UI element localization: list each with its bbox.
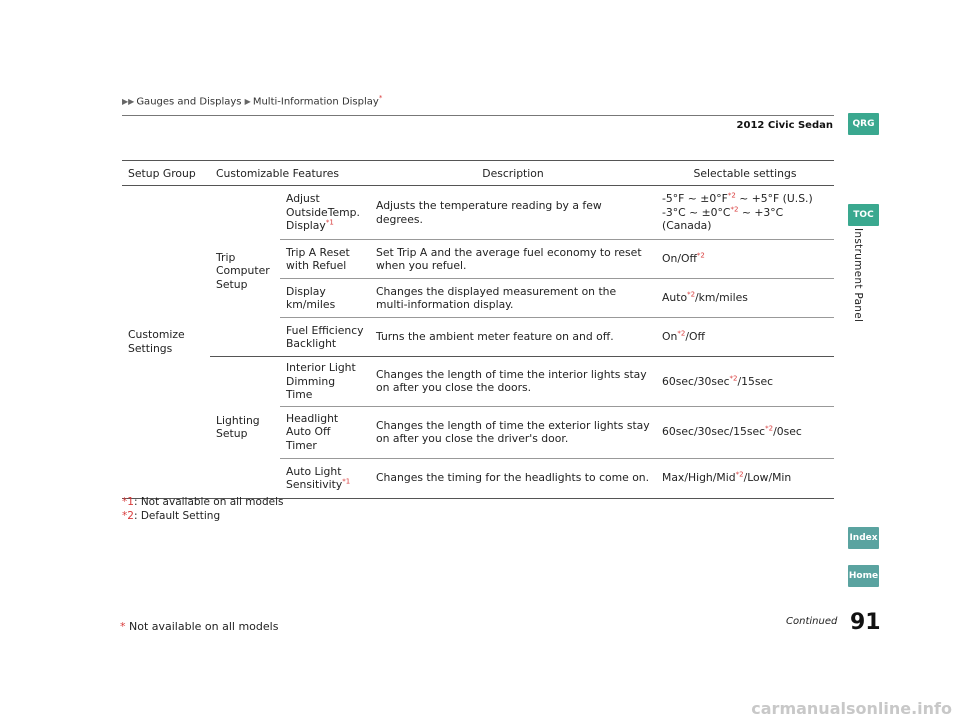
index-tab[interactable]: Index: [848, 527, 879, 549]
feature-cell: Interior Light Dimming Time: [280, 357, 370, 407]
feature-cell: Auto Light Sensitivity$^{*1}$: [280, 458, 370, 498]
description-cell: Changes the length of time the interior lights stay on after you close the doors.: [370, 357, 656, 407]
setting-cell: -5°F ~ $\pm 0^\circ F^{*2}$ ~ +5°F (U.S.) -3°C ~ $\pm 0^\circ C^{*2}$ ~ +3°C (Canada): [656, 186, 834, 240]
setup-group-cell: Customize Settings: [122, 186, 210, 499]
description-cell: Adjusts the temperature reading by a few degrees.: [370, 186, 656, 240]
footnote-2: *2: Default Setting: [122, 510, 221, 522]
breadcrumb-arrow-icon: ▶: [244, 97, 251, 107]
description-cell: Changes the displayed measurement on the multi-information display.: [370, 279, 656, 318]
header-description: Description: [370, 161, 656, 186]
setting-cell: $60\sec/30\sec^{*2}/15\sec$: [656, 357, 834, 407]
bottom-footnote: * Not available on all models: [120, 620, 279, 633]
header-rule: [122, 115, 834, 116]
setting-cell: Max/High/Mid$^{*2}$/Low/Min: [656, 458, 834, 498]
default-mark: *2: [696, 251, 705, 260]
settings-table: [122, 160, 834, 499]
breadcrumb-arrow-icon: ▶▶: [122, 97, 135, 107]
feature-cell: Display km/miles: [280, 279, 370, 318]
home-tab[interactable]: Home: [848, 565, 879, 587]
watermark: carmanualsonline.info: [751, 699, 952, 718]
setting-cell: On/Off$^{*2}$: [656, 240, 834, 279]
default-mark: *2: [729, 373, 738, 382]
feature-cell: Trip A Reset with Refuel: [280, 240, 370, 279]
default-mark: *2: [730, 205, 739, 214]
breadcrumb: [122, 94, 382, 107]
toc-tab[interactable]: TOC: [848, 204, 879, 226]
default-mark: *2: [765, 424, 774, 433]
table-row: [122, 357, 834, 407]
feature-cell: Headlight Auto Off Timer: [280, 406, 370, 458]
description-cell: Turns the ambient meter feature on and off.: [370, 318, 656, 357]
footnote-mark: *1: [325, 218, 334, 227]
feature-cell: Adjust OutsideTemp. Display$^{*1}$: [280, 186, 370, 240]
header-setup-group: Setup Group: [122, 161, 210, 186]
default-mark: *2: [735, 470, 744, 479]
subgroup-cell: Trip Computer Setup: [210, 186, 280, 357]
page-number: 91: [850, 610, 881, 635]
default-mark: *2: [677, 329, 686, 338]
default-mark: *2: [687, 290, 696, 299]
qrg-tab[interactable]: QRG: [848, 113, 879, 135]
model-label: 2012 Civic Sedan: [736, 120, 833, 131]
default-mark: *2: [727, 191, 736, 200]
setting-cell: On$^{*2}$/Off: [656, 318, 834, 357]
description-cell: Changes the timing for the headlights to come on.: [370, 458, 656, 498]
section-label: Instrument Panel: [852, 228, 864, 323]
feature-cell: Fuel Efficiency Backlight: [280, 318, 370, 357]
footnote-1: *1: Not available on all models: [122, 496, 284, 508]
header-settings: Selectable settings: [656, 161, 834, 186]
setting-cell: $60\sec/30\sec/15\sec^{*2}/0\sec$: [656, 406, 834, 458]
description-cell: Set Trip A and the average fuel economy to reset when you refuel.: [370, 240, 656, 279]
breadcrumb-star: *: [378, 94, 383, 102]
subgroup-cell: Lighting Setup: [210, 357, 280, 499]
table-header-row: [122, 161, 834, 186]
setting-cell: Auto$^{*2}$/km/miles: [656, 279, 834, 318]
footnote-mark: *1: [342, 477, 351, 486]
breadcrumb-parent[interactable]: Gauges and Displays: [136, 96, 242, 108]
header-features: Customizable Features: [210, 161, 370, 186]
breadcrumb-current[interactable]: Multi-Information Display: [252, 96, 379, 108]
continued-label: Continued: [786, 616, 838, 627]
table-row: [122, 186, 834, 240]
description-cell: Changes the length of time the exterior lights stay on after you close the driver's door.: [370, 406, 656, 458]
